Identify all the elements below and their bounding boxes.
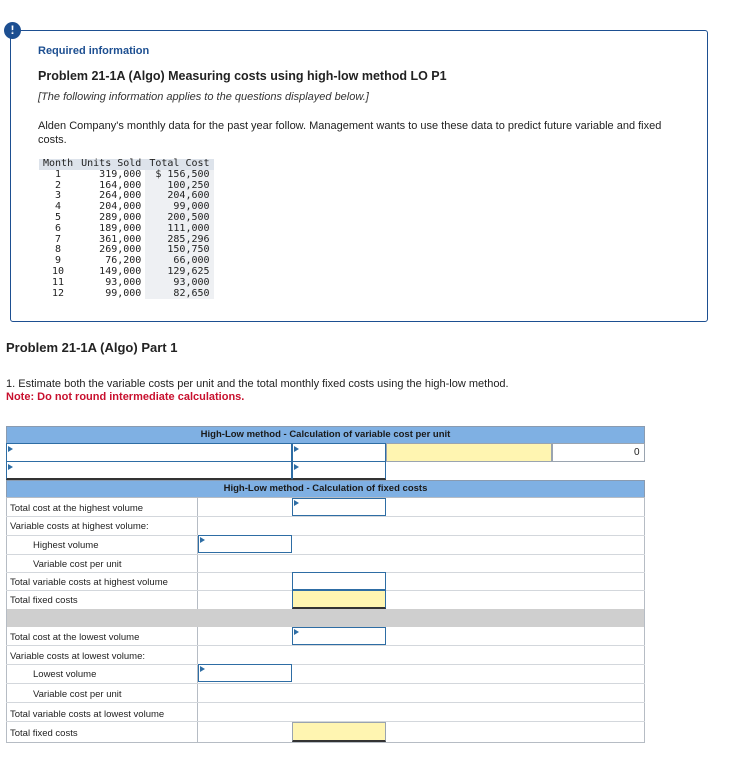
- cell-month: 12: [52, 287, 65, 299]
- fixed-cost-header-text: High-Low method - Calculation of fixed costs: [223, 483, 428, 494]
- input-flag-icon: [8, 446, 13, 452]
- row-divider: [6, 683, 645, 684]
- cell-total-cost: 150,750: [145, 245, 213, 256]
- high-row-variable-costs: Variable costs at highest volume:: [10, 521, 149, 532]
- variable-cost-header-text: High-Low method - Calculation of variable cost per unit: [200, 429, 451, 440]
- input-flag-icon: [294, 500, 299, 506]
- cell-total-cost: 111,000: [145, 224, 213, 235]
- cell-total-cost: 285,296: [145, 235, 213, 246]
- row-divider: [6, 645, 645, 646]
- var-cost-per-unit-result: [552, 443, 645, 462]
- cell-total-cost: 82,650: [145, 289, 213, 300]
- monthly-data-table: [39, 159, 214, 299]
- var-row2-label-input[interactable]: [6, 461, 292, 480]
- input-flag-icon: [200, 537, 205, 543]
- intro-text: Alden Company's monthly data for the past year follow. Management wants to use these data to predict future variable and fixed costs.: [38, 120, 662, 146]
- variable-cost-header: [6, 426, 645, 444]
- low-total-cost-input[interactable]: [292, 627, 386, 645]
- cell-total-cost: 66,000: [145, 256, 213, 267]
- cell-total-cost: 200,500: [145, 213, 213, 224]
- high-total-variable-cell: [292, 572, 386, 590]
- input-flag-icon: [294, 446, 299, 452]
- cell-month: 5: [55, 211, 62, 223]
- cell-total-cost: 93,000: [145, 278, 213, 289]
- required-info-panel: [10, 30, 708, 322]
- cell-month: 9: [55, 255, 62, 267]
- low-row-total-variable: Total variable costs at lowest volume: [10, 709, 165, 720]
- var-row2-value-input[interactable]: [292, 461, 386, 480]
- input-flag-icon: [294, 464, 299, 470]
- problem-title: Problem 21-1A (Algo) Measuring costs using high-low method LO P1: [38, 69, 447, 83]
- cell-units-sold: 93,000: [105, 276, 142, 288]
- question-text: 1. Estimate both the variable costs per unit and the total monthly fixed costs using the high-low method.: [6, 378, 509, 390]
- rounding-note: Note: Do not round intermediate calculations.: [6, 391, 245, 403]
- cell-month: 1: [55, 168, 62, 180]
- low-total-fixed-result: [292, 722, 386, 742]
- part-title: Problem 21-1A (Algo) Part 1: [6, 340, 178, 355]
- col-header-month: Month: [39, 159, 77, 170]
- cell-units-sold: 204,000: [99, 201, 142, 213]
- high-total-fixed-result: [292, 590, 386, 609]
- row-divider: [6, 664, 645, 665]
- row-divider: [6, 516, 645, 517]
- cell-total-cost: 129,625: [145, 267, 213, 278]
- cell-units-sold: 99,000: [105, 287, 142, 299]
- cell-month: 2: [55, 179, 62, 191]
- data-row: [39, 278, 214, 289]
- lowest-volume-input[interactable]: [198, 664, 292, 682]
- cell-units-sold: 361,000: [99, 233, 142, 245]
- var-cost-result-value: 0: [634, 447, 640, 458]
- data-row: [39, 170, 214, 181]
- row-divider: [6, 554, 645, 555]
- cell-month: 6: [55, 222, 62, 234]
- cell-total-cost: 100,250: [145, 181, 213, 192]
- input-flag-icon: [200, 666, 205, 672]
- col-header-total-cost: Total Cost: [145, 159, 213, 170]
- input-flag-icon: [8, 464, 13, 470]
- high-row-var-cost-unit: Variable cost per unit: [33, 559, 122, 570]
- cell-month: 10: [52, 265, 65, 277]
- low-row-total-fixed: Total fixed costs: [10, 728, 78, 739]
- fixed-cost-header: [6, 480, 645, 498]
- cell-units-sold: 289,000: [99, 211, 142, 223]
- row-divider: [6, 702, 645, 703]
- section-separator: [7, 609, 644, 627]
- cell-total-cost: 99,000: [145, 202, 213, 213]
- cell-units-sold: 76,200: [105, 255, 142, 267]
- row-divider: [6, 535, 645, 536]
- high-row-total-variable: Total variable costs at highest volume: [10, 577, 168, 588]
- cell-units-sold: 189,000: [99, 222, 142, 234]
- alert-icon: !: [4, 22, 21, 39]
- highest-volume-input[interactable]: [198, 535, 292, 553]
- cell-units-sold: 164,000: [99, 179, 142, 191]
- data-row: [39, 224, 214, 235]
- low-row-volume: Lowest volume: [33, 669, 97, 680]
- data-row: [39, 289, 214, 300]
- var-row1-label-input[interactable]: [6, 443, 292, 462]
- cell-units-sold: 269,000: [99, 244, 142, 256]
- cell-month: 4: [55, 201, 62, 213]
- cell-units-sold: 149,000: [99, 265, 142, 277]
- var-row1-value-input[interactable]: [292, 443, 386, 462]
- required-info-label: Required information: [38, 45, 150, 57]
- var-row1-result-cell: [386, 443, 552, 462]
- high-total-cost-input[interactable]: [292, 498, 386, 516]
- high-row-total-fixed: Total fixed costs: [10, 595, 78, 606]
- cell-month: 3: [55, 190, 62, 202]
- low-row-variable-costs: Variable costs at lowest volume:: [10, 651, 145, 662]
- cell-units-sold: 264,000: [99, 190, 142, 202]
- high-row-volume: Highest volume: [33, 540, 99, 551]
- cell-month: 11: [52, 276, 65, 288]
- cell-total-cost: 204,600: [145, 191, 213, 202]
- cell-units-sold: 319,000: [99, 168, 142, 180]
- input-flag-icon: [294, 629, 299, 635]
- cell-month: 8: [55, 244, 62, 256]
- low-row-total-cost: Total cost at the lowest volume: [10, 632, 140, 643]
- cell-month: 7: [55, 233, 62, 245]
- info-note: [The following information applies to the questions displayed below.]: [38, 91, 369, 103]
- high-row-total-cost: Total cost at the highest volume: [10, 503, 144, 514]
- low-row-var-cost-unit: Variable cost per unit: [33, 689, 122, 700]
- col-header-units-sold: Units Sold: [77, 159, 145, 170]
- cell-total-cost: $ 156,500: [145, 170, 213, 181]
